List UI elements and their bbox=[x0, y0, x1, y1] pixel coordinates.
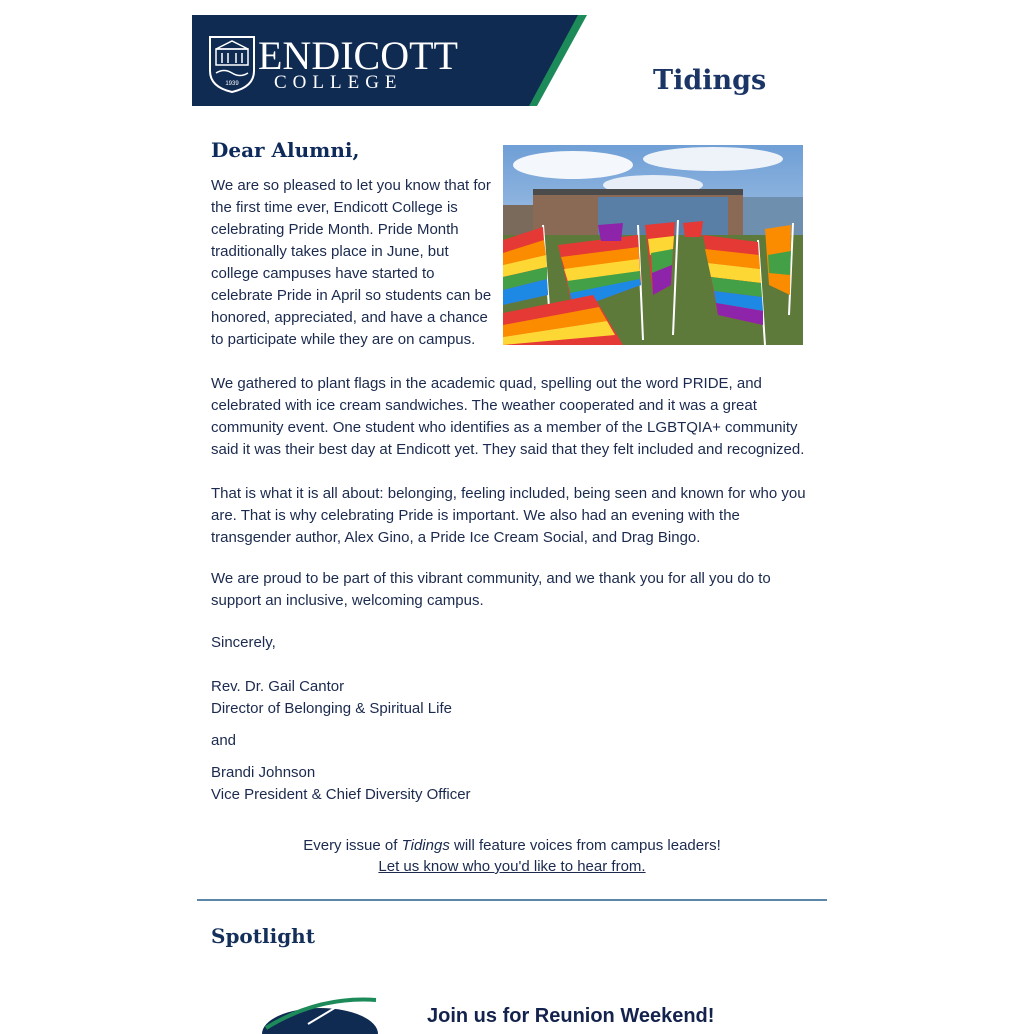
spotlight-heading: Spotlight bbox=[211, 924, 315, 948]
letter-paragraph: That is what it is all about: belonging, feeling included, being seen and known for who you are. That is why celebrating Pride is important. We also had an evening with the transgender author, Alex Gino, a Pride Ice Cream Social, and Drag Bingo. bbox=[211, 485, 806, 546]
college-name-subline: COLLEGE bbox=[274, 72, 403, 93]
signer-title: Director of Belonging & Spiritual Life bbox=[211, 700, 452, 717]
note-prefix: Every issue of bbox=[303, 837, 402, 854]
newsletter-title: Tidings bbox=[653, 65, 767, 96]
closing: Sincerely, bbox=[211, 634, 276, 651]
signer-name: Brandi Johnson bbox=[211, 764, 316, 781]
reunion-weekend-heading[interactable]: Join us for Reunion Weekend! bbox=[427, 1005, 715, 1027]
note-suffix: will feature voices from campus leaders! bbox=[449, 837, 721, 854]
college-name: ENDICOTT bbox=[258, 33, 458, 78]
greeting-heading: Dear Alumni, bbox=[211, 138, 360, 162]
note-emphasis: Tidings bbox=[401, 837, 450, 854]
pride-flags-photo bbox=[503, 145, 803, 345]
emblem-year: 1939 bbox=[225, 81, 239, 87]
feedback-link[interactable]: Let us know who you'd like to hear from. bbox=[378, 858, 646, 875]
letter-paragraph: We gathered to plant flags in the academic quad, spelling out the word PRIDE, and celebrated with ice cream sandwiches. The weather cooperated and it was a great community event. One student who identifies as a member of the LGBTQIA+ community said it was their best day at Endicott yet. They said that they felt included and recognized. bbox=[211, 375, 805, 458]
reunion-logo-icon bbox=[258, 994, 388, 1034]
section-divider bbox=[197, 899, 827, 901]
signer-name: Rev. Dr. Gail Cantor bbox=[211, 678, 345, 695]
college-emblem-icon bbox=[208, 35, 256, 93]
letter-paragraph: We are so pleased to let you know that for the first time ever, Endicott College is celebrating Pride Month. Pride Month traditionally takes place in June, but college campuses have started to celebrate Pride in April so students can be honored, appreciated, and have a chance to participate while they are on campus. bbox=[211, 177, 492, 348]
campus-voices-note bbox=[197, 835, 827, 877]
signer-title: Vice President & Chief Diversity Officer bbox=[211, 786, 471, 803]
letter-paragraph: We are proud to be part of this vibrant community, and we thank you for all you do to support an inclusive, welcoming campus. bbox=[211, 570, 771, 609]
signer-conjunction: and bbox=[211, 732, 237, 749]
